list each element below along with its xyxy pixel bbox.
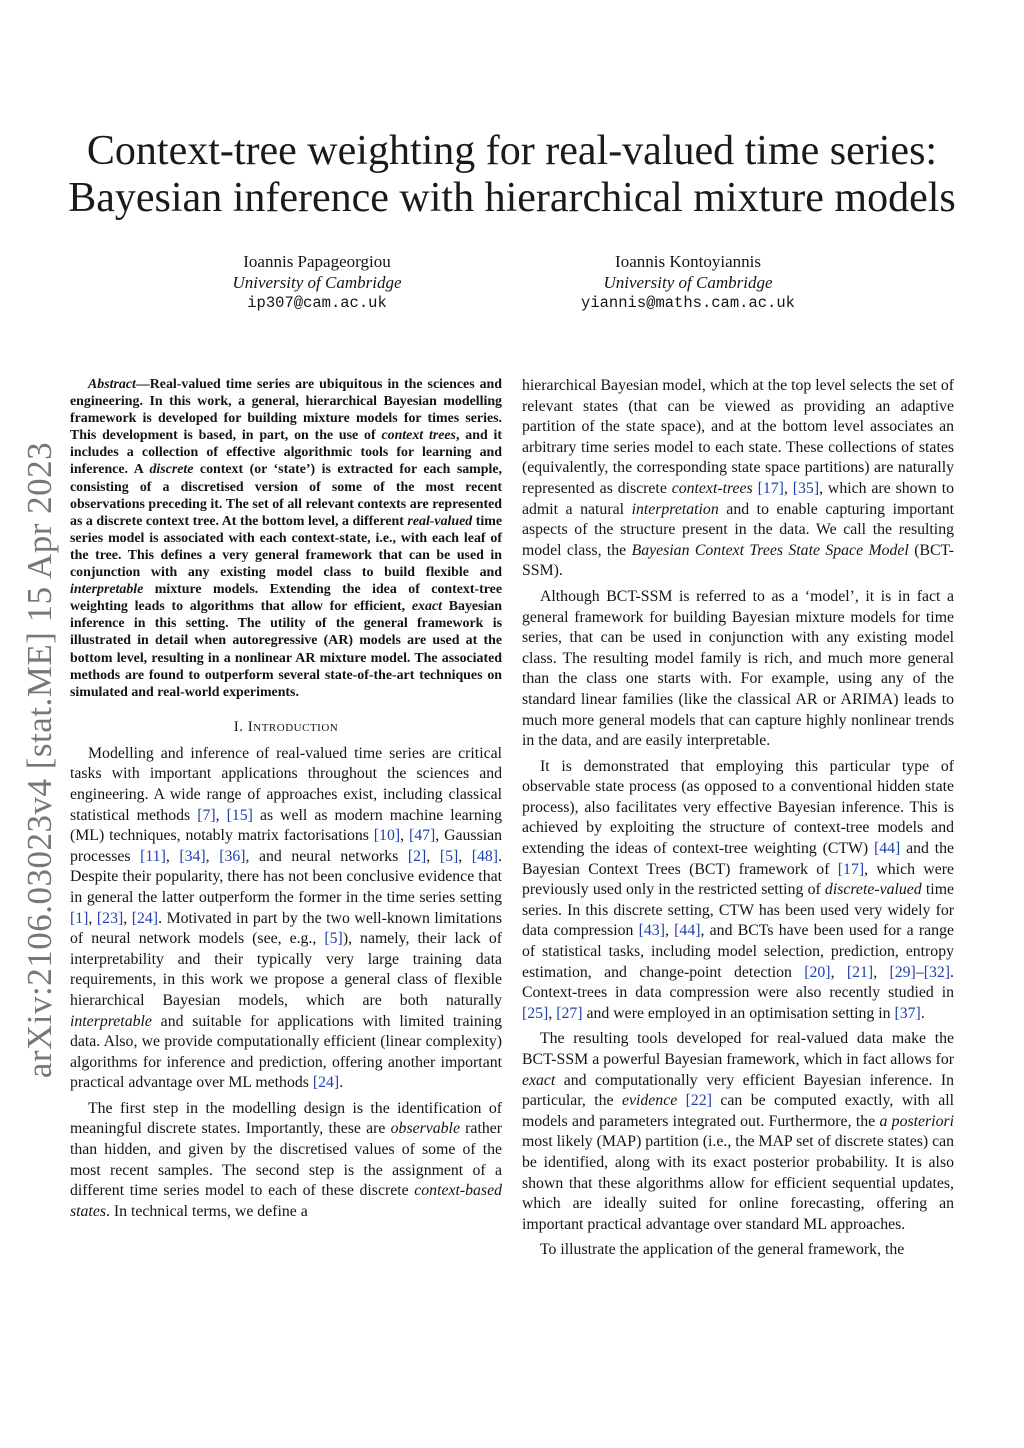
citation-link[interactable]: [23] [96,909,124,927]
intro-paragraph-1: Modelling and inference of real-valued time series are critical tasks with important applications throughout the sciences and engineering. A wide range of approaches exist, including classical statistical methods [7], [15] as well as modern machine learning (ML) techniques, notably matrix factorisations [10], [47], Gaussian processes [11], [34], [36], and neural networks [2], [5], [48]. Despite their popularity, there has not been conclusive evidence that in general the latter outperform the former in the time series setting [1], [23], [24]. Motivated in part by the two well-known limitations of neural network models (see, e.g., [5]), namely, their lack of interpretability and their typically very large training data requirements, in this work we propose a general class of flexible hierarchical Bayesian models, which are both naturally interpretable and suitable for applications with limited training data. Also, we provide computationally efficient (linear complexity) algorithms for inference and prediction, offering another important practical advantage over ML methods [24]. [70,744,503,1092]
citation-link[interactable]: [35] [792,479,820,497]
arxiv-sidebar-stamp [8,440,72,1080]
citation-link[interactable]: [44] [873,840,901,858]
section-heading-introduction: I. Introduction [233,718,339,735]
citation-link[interactable]: [17] [757,479,784,497]
author-block-2 [518,251,858,314]
citation-link[interactable]: [48] [471,847,499,865]
paper-title [40,128,984,222]
citation-link[interactable]: [2] [407,847,427,865]
citation-link[interactable]: [25] [522,1004,549,1022]
abstract: Abstract—Real-valued time series are ubiquitous in the sciences and engineering. In this work, a general, hierarchical Bayesian modelling framework is developed for building mixture models for times series. This development is based, in part, on the use of context trees, and it includes a collection of effective algorithmic tools for learning and inference. A discrete context (or ‘state’) is extracted for each sample, consisting of a discretised version of some of the most recent observations preceding it. The set of all relevant contexts are represented as a discrete context tree. At the bottom level, a different real-valued time series model is associated with each context-state, i.e., with each leaf of the tree. This defines a very general framework that can be used in conjunction with any existing model class to build flexible and interpretable mixture models. Extending the idea of context-tree weighting leads to algorithms that allow for efficient, exact Bayesian inference in this setting. The utility of the general framework is illustrated in detail when autoregressive (AR) models are used at the bottom level, resulting in a nonlinear AR mixture model. The associated methods are found to outperform several state-of-the-art techniques on simulated and real-world experiments. [70,377,502,700]
citation-link[interactable]: [10] [373,827,401,845]
intro-paragraph-3-continued: hierarchical Bayesian model, which at the top level selects the set of relevant states (that can be viewed as providing an adaptive partition of the state space), and at the bottom level associates an arbitrary time series model to each state. These collections of states (equivalently, the corresponding state space partitions) are naturally represented as discrete context-trees [17], [35], which are shown to admit a natural interpretation and to enable capturing important aspects of the structure present in the data. We call the resulting model class, the Bayesian Context Trees State Space Model (BCT-SSM). [522,377,954,580]
citation-link[interactable]: [7] [197,806,216,824]
citation-link[interactable]: [27] [556,1004,583,1022]
arxiv-identifier: arXiv:2106.03023v4 [stat.ME] 15 Apr 2023 [20,441,60,1079]
citation-link[interactable]: [32] [923,963,951,981]
intro-paragraph-2: The first step in the modelling design is the identification of meaningful discrete states. Importantly, these are observable rather than hidden, and given by the discretised values of some of the most recent samples. The second step is the assignment of a different time series model to each of these discrete context-based states. In technical terms, we define a [70,1099,502,1220]
intro-paragraph-5: It is demonstrated that employing this particular type of observable state process (as opposed to a conventional hidden state process), also facilitates very effective Bayesian inference. This is achieved by exploiting the structure of context-tree models and extending the ideas of context-tree weighting (CTW) [44] and the Bayesian Context Trees (BCT) framework of [17], which were previously used only in the restricted setting of discrete-valued time series. In this discrete setting, CTW has been used very widely for data compression [43], [44], and BCTs have been used for a range of statistical tasks, including model selection, prediction, entropy estimation, and change-point detection [20], [21], [29]–[32]. Context-trees in data compression were also recently studied in [25], [27] and were employed in an optimisation setting in [37]. [522,757,955,1022]
intro-paragraph-7: To illustrate the application of the general framework, the [540,1241,905,1259]
left-column [70,376,502,1227]
intro-paragraph-4: Although BCT-SSM is referred to as a ‘model’, it is in fact a general framework for building Bayesian mixture models for time series, that can be used in conjunction with any existing model class. The resulting model family is rich, and much more general than the class one starts with. For example, using any of the standard linear families (like the classical AR or ARIMA) leads to much more general models that can capture highly nonlinear trends in the data, and are easily interpretable. [522,587,954,750]
citation-link[interactable]: [17] [837,860,865,878]
author-block-1 [147,251,487,314]
title-line-1: Context-tree weighting for real-valued time series: [86,128,938,174]
author-email[interactable]: yiannis@maths.cam.ac.uk [581,294,795,312]
citation-link[interactable]: [24] [312,1074,340,1092]
citation-link[interactable]: [34] [179,847,206,865]
citation-link[interactable]: [24] [131,909,159,927]
author-name: Ioannis Papageorgiou [243,252,391,271]
author-name: Ioannis Kontoyiannis [615,252,761,271]
intro-paragraph-6: The resulting tools developed for real-valued data make the BCT-SSM a powerful Bayesian framework, which in fact allows for exact and computationally very efficient Bayesian inference. In particular, the evidence [22] can be computed exactly, with all models and parameters integrated out. Furthermore, the a posteriori most likely (MAP) partition (i.e., the MAP set of discrete states) can be identified, along with its exact posterior probability. It is also shown that these algorithms allow for efficient sequential updates, which are ideally suited for online forecasting, offering an important practical advantage over standard ML approaches. [522,1030,955,1233]
citation-link[interactable]: [43] [638,922,665,940]
title-line-2: Bayesian inference with hierarchical mixture models [68,175,956,221]
author-email[interactable]: ip307@cam.ac.uk [247,294,387,312]
citation-link[interactable]: [20] [804,963,831,981]
right-column [522,376,954,1266]
citation-link[interactable]: [47] [408,827,436,845]
abstract-label: Abstract [88,377,136,392]
author-affiliation: University of Cambridge [603,273,773,292]
citation-link[interactable]: [1] [70,909,89,927]
citation-link[interactable]: [5] [324,930,343,948]
citation-link[interactable]: [5] [439,847,459,865]
citation-link[interactable]: [37] [894,1004,921,1022]
citation-link[interactable]: [36] [219,847,246,865]
citation-link[interactable]: [22] [685,1092,712,1110]
author-affiliation: University of Cambridge [232,273,402,292]
citation-link[interactable]: [11] [140,847,166,865]
citation-link[interactable]: [15] [226,806,253,824]
citation-link[interactable]: [44] [674,922,701,940]
citation-link[interactable]: [21] [846,963,874,981]
citation-link[interactable]: [29] [889,963,916,981]
